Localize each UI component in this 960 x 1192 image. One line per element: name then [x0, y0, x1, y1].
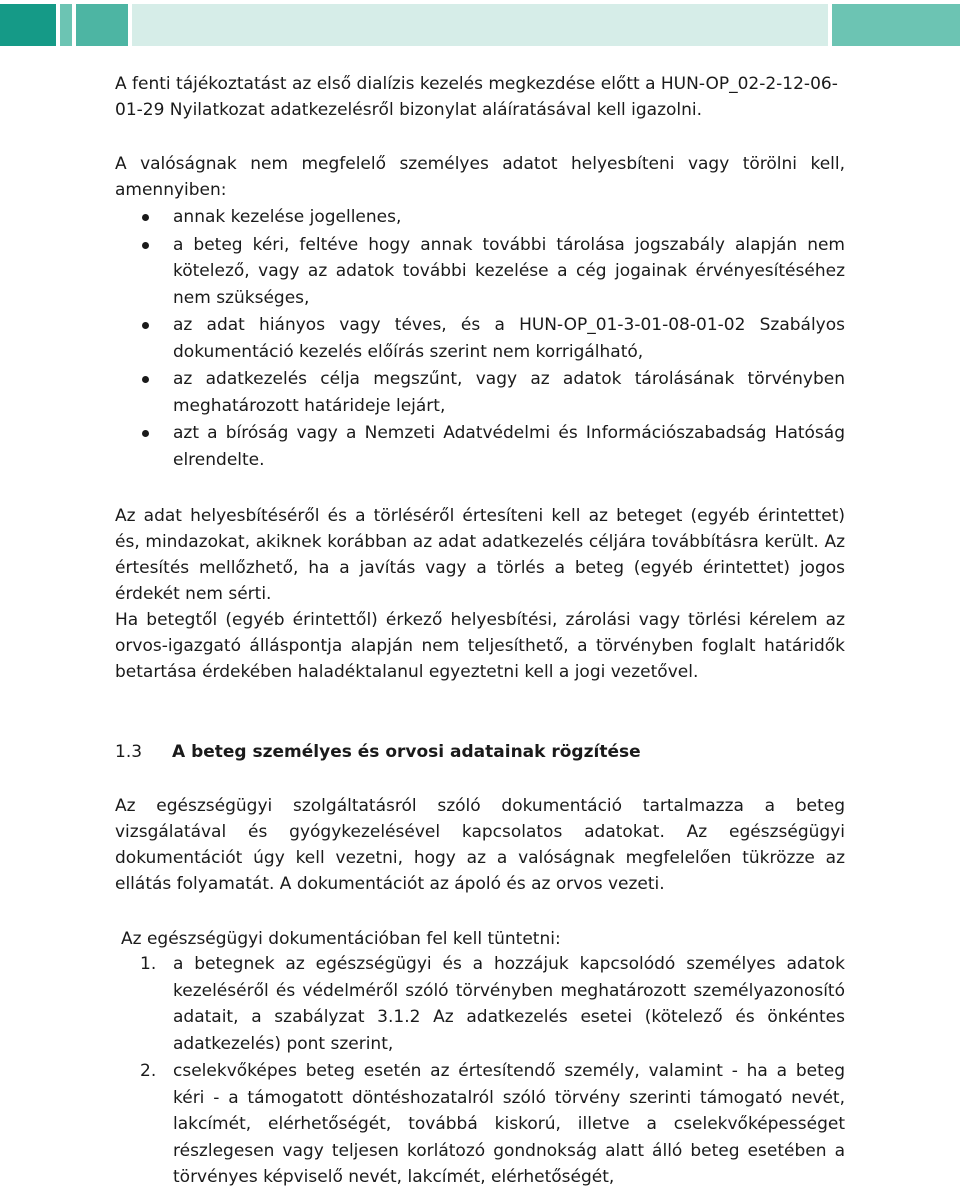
- header-block-dark: [0, 4, 56, 46]
- list-intro: Az egészségügyi dokumentációban fel kell tüntetni:: [121, 929, 561, 949]
- list-item: 1. a betegnek az egészségügyi és a hozzájuk kapcsolódó személyes adatok kezeléséről és védelméről szóló törvényben meghatározott személyazonosító adatait, a szabályzat 3.1.2 Az adatkezelés esetei (kötelező és önkéntes adatkezelés) pont szerint,: [140, 954, 845, 1054]
- list-item: a beteg kéri, feltéve hogy annak további tárolása jogszabály alapján nem kötelező, vagy az adatok további kezelése a cég jogainak érvényesítéséhez nem szükséges,: [140, 232, 845, 312]
- header-block-accent: [76, 4, 128, 46]
- header-block-light: [132, 4, 828, 46]
- list-item: annak kezelése jogellenes,: [140, 204, 845, 231]
- list-item: az adat hiányos vagy téves, és a HUN-OP_01-3-01-08-01-02 Szabályos dokumentáció kezelés előírás szerint nem korrigálható,: [140, 312, 845, 365]
- bullet-icon: [142, 242, 149, 249]
- header-block-mid: [60, 4, 72, 46]
- header-block-end: [832, 4, 960, 46]
- correction-intro: A valóságnak nem megfelelő személyes adatot helyesbíteni vagy törölni kell, amennyiben:: [115, 154, 845, 200]
- list-item: az adatkezelés célja megszűnt, vagy az adatok tárolásának törvényben meghatározott határideje lejárt,: [140, 366, 845, 419]
- list-item: azt a bíróság vagy a Nemzeti Adatvédelmi és Információszabadság Hatóság elrendelte.: [140, 420, 845, 473]
- bullet-icon: [142, 376, 149, 383]
- required-items-list: [140, 951, 845, 1192]
- bullet-icon: [142, 430, 149, 437]
- notify-paragraph: Az adat helyesbítéséről és a törléséről értesíteni kell az beteget (egyéb érintettet) és, mindazokat, akiknek korábban az adat adatkezelés céljára továbbításra került. Az értesítés mellőzhető, ha a javítás vagy a törlés a beteg (egyéb érintettet) jogos érdekét nem sérti.: [115, 506, 845, 604]
- section-title: A beteg személyes és orvosi adatainak rögzítése: [172, 742, 641, 762]
- bullet-icon: [142, 322, 149, 329]
- section-number: 1.3: [115, 742, 143, 762]
- intro-paragraph: A fenti tájékoztatást az első dialízis kezelés megkezdése előtt a HUN-OP_02-2-12-06-01-29 Nyilatkozat adatkezelésről bizonylat aláíratásával kell igazolni.: [115, 74, 838, 120]
- header-color-bar: [0, 4, 960, 46]
- documentation-paragraph: Az egészségügyi szolgáltatásról szóló dokumentáció tartalmazza a beteg vizsgálatával és gyógykezelésével kapcsolatos adatokat. Az egészségügyi dokumentációt úgy kell vezetni, hogy az a valóságnak megfelelően tükrözze az ellátás folyamatát. A dokumentációt az ápoló és az orvos vezeti.: [115, 796, 845, 894]
- bullet-icon: [142, 214, 149, 221]
- request-paragraph: Ha betegtől (egyéb érintettől) érkező helyesbítési, zárolási vagy törlési kérelem az orvos-igazgató álláspontja alapján nem teljesíthető, a törvényben foglalt határidők betartása érdekében haladéktalanul egyeztetni kell a jogi vezetővel.: [115, 610, 845, 682]
- correction-conditions-list: [140, 204, 845, 474]
- list-item: 2. cselekvőképes beteg esetén az értesítendő személy, valamint - ha a beteg kéri - a támogatott döntéshozatalról szóló törvény szerinti támogató nevét, lakcímét, elérhetőségét, továbbá kiskorú, illetve a cselekvőképességet részlegesen vagy teljesen korlátozó gondnokság alatt álló beteg esetében a törvényes képviselő nevét, lakcímét, elérhetőségét,: [140, 1061, 845, 1187]
